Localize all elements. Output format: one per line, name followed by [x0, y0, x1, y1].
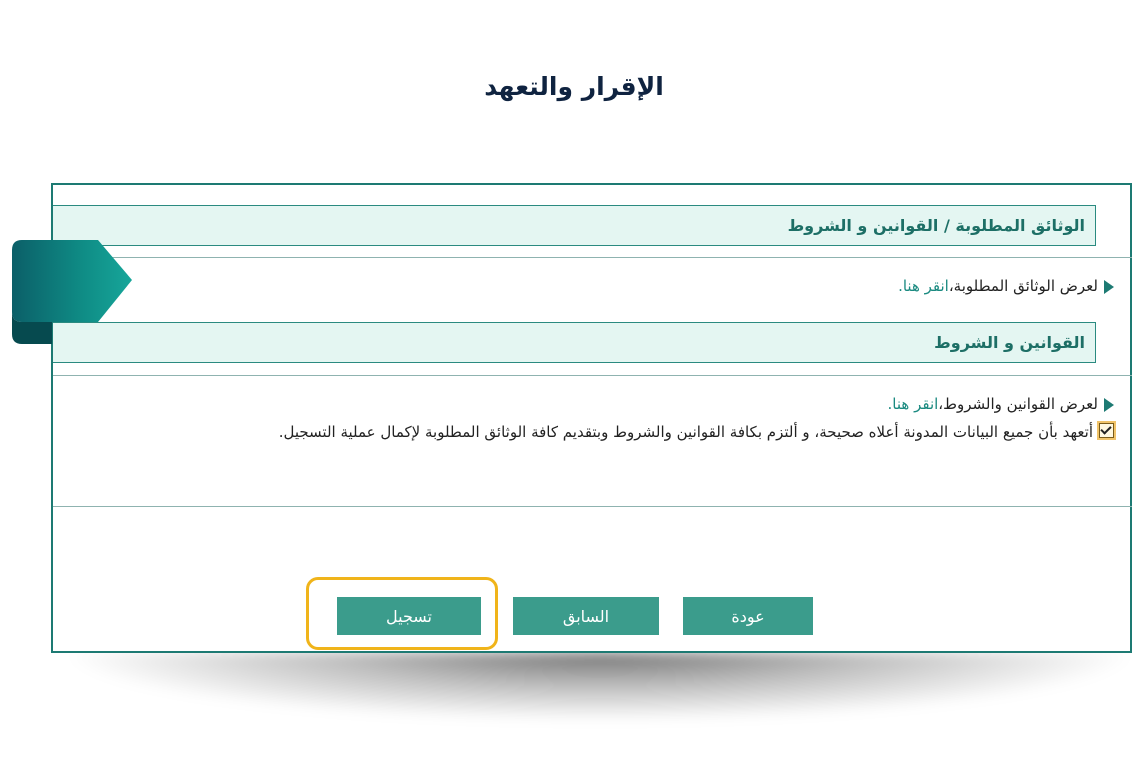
- terms-line-text: لعرض القوانين والشروط،: [938, 395, 1098, 413]
- triangle-bullet-icon: [1104, 280, 1114, 294]
- divider: [53, 375, 1132, 376]
- divider: [53, 257, 1132, 258]
- card-shadow: [60, 652, 1140, 722]
- pledge-checkbox[interactable]: [1099, 423, 1114, 438]
- page-title: الإقرار والتعهد: [484, 72, 664, 101]
- docs-view-link[interactable]: انقر هنا.: [898, 277, 949, 295]
- pledge-card: [51, 183, 1132, 653]
- ribbon-arrow-icon: [12, 240, 134, 346]
- register-highlight-frame: [306, 577, 498, 650]
- section-header-docs-terms: الوثائق المطلوبة / القوانين و الشروط: [53, 205, 1096, 246]
- pledge-text: أتعهد بأن جميع البيانات المدونة أعلاه صحيحة، و ألتزم بكافة القوانين والشروط وبتقديم كافة الوثائق المطلوبة لإكمال عملية التسجيل.: [278, 423, 1093, 441]
- back-button[interactable]: عودة: [683, 597, 813, 635]
- previous-button[interactable]: السابق: [513, 597, 659, 635]
- pledge-row: [104, 420, 1114, 444]
- register-button[interactable]: تسجيل: [337, 597, 481, 635]
- terms-line: [888, 393, 1114, 415]
- divider: [53, 506, 1132, 507]
- terms-view-link[interactable]: انقر هنا.: [887, 395, 939, 413]
- triangle-bullet-icon: [1104, 398, 1114, 412]
- section-header-terms: القوانين و الشروط: [53, 322, 1096, 363]
- docs-line: [898, 275, 1114, 297]
- docs-line-text: لعرض الوثائق المطلوبة،: [948, 277, 1098, 295]
